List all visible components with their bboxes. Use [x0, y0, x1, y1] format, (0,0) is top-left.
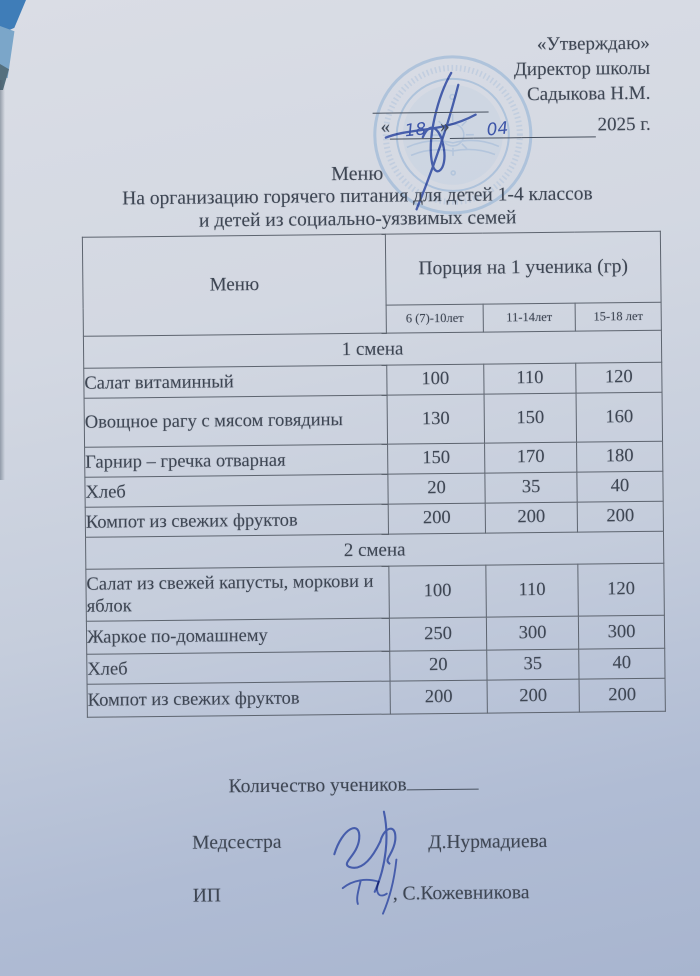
age-column-header: 15-18 лет — [575, 302, 661, 331]
portion-value: 20 — [388, 473, 485, 504]
portion-value: 160 — [576, 392, 663, 442]
portion-value: 200 — [388, 503, 485, 534]
age-column-header: 6 (7)-10лет — [386, 304, 483, 333]
menu-item-name: Гарнир – гречка отварная — [85, 444, 388, 477]
portion-value: 180 — [577, 441, 663, 472]
portion-value: 300 — [486, 616, 578, 650]
portion-value: 35 — [485, 472, 577, 503]
portion-value: 150 — [484, 393, 577, 443]
portion-value: 120 — [576, 362, 662, 393]
portion-value: 170 — [485, 442, 577, 473]
title-line-3: и детей из социально-уязвимых семей — [198, 206, 517, 232]
table-row — [84, 392, 662, 447]
portion-value: 35 — [487, 649, 579, 680]
portion-value: 250 — [389, 617, 486, 651]
section-header: 1 смена — [83, 330, 661, 368]
date-underline-1 — [449, 117, 473, 139]
portion-value: 200 — [577, 501, 663, 532]
students-count-line — [4, 768, 700, 800]
title-line-1: Меню — [331, 162, 384, 186]
date-open-quote: « — [380, 116, 391, 138]
students-count-label: Количество учеников — [228, 774, 407, 798]
menu-item-name: Хлеб — [85, 474, 388, 507]
portion-value: 100 — [387, 364, 484, 395]
portion-value: 150 — [388, 443, 485, 474]
date-close-quote: » — [439, 115, 450, 138]
portion-value: 120 — [578, 563, 665, 616]
menu-table — [82, 231, 666, 718]
portion-value: 200 — [485, 502, 577, 533]
nurse-name: Д.Нурмадиева — [428, 830, 548, 854]
ip-name — [393, 882, 530, 905]
portion-header: Порция на 1 ученика (гр) — [385, 231, 661, 305]
students-count-blank — [406, 771, 478, 791]
approval-line-2: Директор школы — [513, 57, 651, 81]
menu-item-name: Компот из свежих фруктов — [87, 681, 390, 717]
approval-block — [350, 31, 651, 140]
portion-value: 110 — [486, 564, 579, 617]
date-underline-2 — [521, 115, 595, 138]
portion-value: 110 — [484, 363, 576, 394]
ip-name-text: С.Кожевникова — [402, 882, 530, 905]
approval-line-3: Садыкова Н.М. — [526, 82, 651, 106]
date-line — [351, 112, 651, 140]
portion-value: 100 — [389, 565, 487, 618]
portion-value: 200 — [579, 678, 665, 712]
portion-value: 300 — [578, 615, 664, 649]
ip-comma: , — [392, 883, 398, 905]
menu-item-name: Хлеб — [87, 651, 390, 684]
portion-value: 130 — [387, 394, 485, 444]
menu-item-name: Компот из свежих фруктов — [85, 504, 388, 537]
portion-value: 200 — [487, 679, 579, 713]
date-year: 2025 г. — [597, 113, 651, 136]
menu-item-name: Овощное рагу с мясом говядины — [84, 395, 387, 447]
portion-value: 40 — [579, 648, 665, 679]
document-title — [37, 159, 678, 235]
nurse-label: Медсестра — [192, 831, 282, 854]
menu-item-name: Салат витаминный — [84, 365, 387, 398]
handwritten-day: 18 — [403, 119, 427, 142]
menu-item-name: Салат из свежей капусты, моркови и яблок — [86, 566, 390, 621]
portion-value: 200 — [390, 680, 487, 714]
title-line-2: На организацию горячего питания для детей 1-4 классов — [122, 183, 593, 210]
ip-label: ИП — [192, 885, 222, 907]
age-column-header: 11-14лет — [483, 303, 575, 332]
handwritten-month: 04 — [485, 118, 510, 141]
table-row — [86, 563, 665, 621]
section-header: 2 смена — [86, 531, 664, 569]
portion-value: 40 — [577, 471, 663, 502]
portion-value: 20 — [390, 650, 487, 681]
approval-line-1: «Утверждаю» — [536, 32, 650, 56]
menu-item-name: Жаркое по-домашнему — [86, 618, 389, 654]
table-row — [87, 678, 665, 717]
menu-column-header: Меню — [82, 234, 386, 336]
